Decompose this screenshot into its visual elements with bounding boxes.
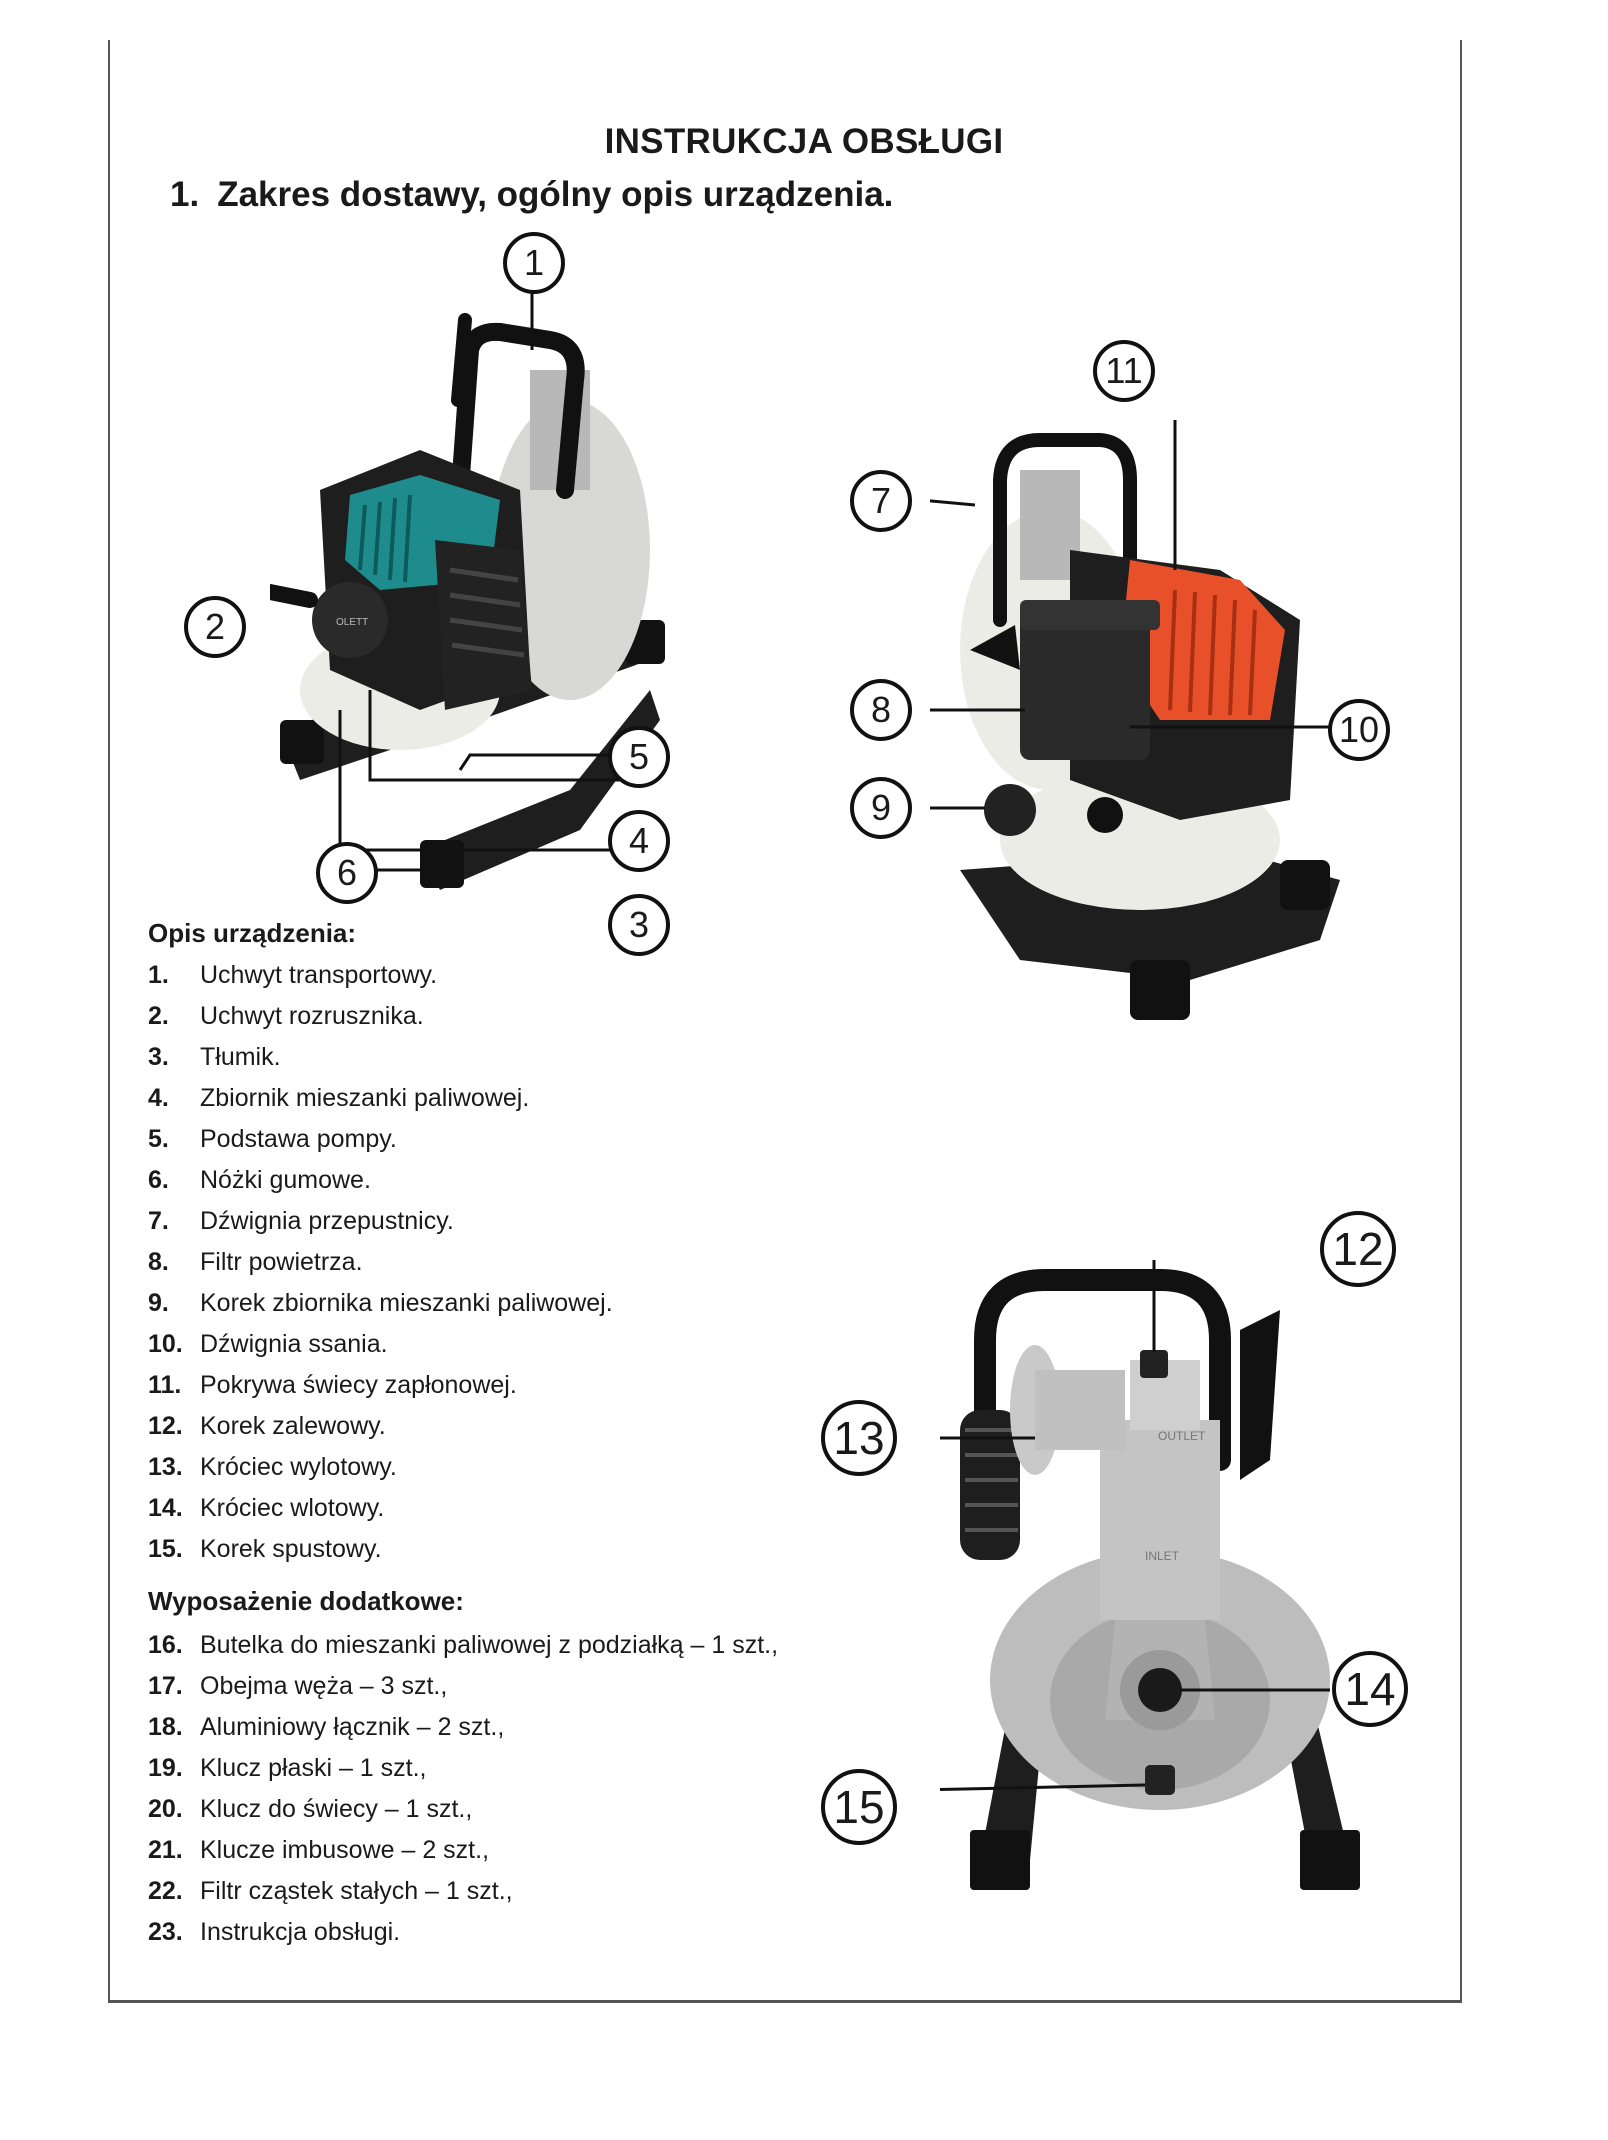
brand-badge: OLETT: [336, 617, 369, 628]
list-item: 7. Dźwignia przepustnicy.: [148, 1207, 454, 1235]
callout-8: 8: [850, 679, 912, 741]
throttle-lever: [458, 320, 465, 400]
rubber-foot: [1130, 960, 1190, 1020]
list-item: 19. Klucz płaski – 1 szt.,: [148, 1754, 427, 1782]
page-title: INSTRUKCJA OBSŁUGI: [604, 122, 1004, 161]
rubber-foot: [1300, 1830, 1360, 1890]
list-item: 5. Podstawa pompy.: [148, 1125, 397, 1153]
rubber-foot: [970, 1830, 1030, 1890]
callout-2: 2: [184, 596, 246, 658]
list-item: 10. Dźwignia ssania.: [148, 1330, 388, 1358]
callout-10: 10: [1328, 699, 1390, 761]
list-item: 15. Korek spustowy.: [148, 1535, 382, 1563]
callout-15: 15: [821, 1769, 897, 1845]
list-item: 3. Tłumik.: [148, 1043, 281, 1071]
list-item: 16. Butelka do mieszanki paliwowej z podziałką – 1 szt.,: [148, 1631, 779, 1659]
callout-14: 14: [1332, 1651, 1408, 1727]
callout-1: 1: [503, 232, 565, 294]
list-item: 12. Korek zalewowy.: [148, 1412, 386, 1440]
description-list: [148, 955, 613, 1570]
fuel-cap: [984, 784, 1036, 836]
list-item: 23. Instrukcja obsługi.: [148, 1918, 401, 1946]
callout-5: 5: [608, 726, 670, 788]
throttle-lever: [1240, 1310, 1280, 1480]
callout-12: 12: [1320, 1211, 1396, 1287]
callout-6: 6: [316, 842, 378, 904]
list-item: 21. Klucze imbusowe – 2 szt.,: [148, 1836, 490, 1864]
pump-photo-front: [940, 1260, 1380, 1900]
priming-plug: [1140, 1350, 1168, 1378]
rubber-foot: [1280, 860, 1330, 910]
list-item: 2. Uchwyt rozrusznika.: [148, 1002, 424, 1030]
list-item: 9. Korek zbiornika mieszanki paliwowej.: [148, 1289, 613, 1317]
list-item: 8. Filtr powietrza.: [148, 1248, 363, 1276]
outlet-label: OUTLET: [1158, 1429, 1206, 1443]
callout-13: 13: [821, 1400, 897, 1476]
list-item: 13. Króciec wylotowy.: [148, 1453, 397, 1481]
section-heading: [170, 175, 893, 215]
drain-plug: [1145, 1765, 1175, 1795]
list-item: 17. Obejma węża – 3 szt.,: [148, 1672, 448, 1700]
list-item: 18. Aluminiowy łącznik – 2 szt.,: [148, 1713, 505, 1741]
callout-4: 4: [608, 810, 670, 872]
rubber-foot: [420, 840, 464, 888]
rubber-foot: [280, 720, 324, 764]
list-item: 11. Pokrywa świecy zapłonowej.: [148, 1371, 517, 1399]
section-title: Zakres dostawy, ogólny opis urządzenia.: [217, 175, 894, 214]
list-item: 14. Króciec wlotowy.: [148, 1494, 385, 1522]
list-item: 22. Filtr cząstek stałych – 1 szt.,: [148, 1877, 513, 1905]
description-heading: Opis urządzenia:: [148, 918, 357, 948]
engine-side: [960, 1410, 1020, 1560]
accessories-heading: Wyposażenie dodatkowe:: [148, 1586, 464, 1616]
list-item: 4. Zbiornik mieszanki paliwowej.: [148, 1084, 530, 1112]
inlet-label: INLET: [1145, 1549, 1180, 1563]
starter-handle: [270, 590, 310, 600]
section-number: 1.: [170, 175, 200, 214]
pump-photo-orange: [930, 420, 1350, 1040]
accessories-list: [148, 1625, 778, 1953]
list-item: 6. Nóżki gumowe.: [148, 1166, 371, 1194]
callout-9: 9: [850, 777, 912, 839]
air-filter: [1020, 610, 1150, 760]
callout-3: 3: [608, 894, 670, 956]
list-item: 20. Klucz do świecy – 1 szt.,: [148, 1795, 473, 1823]
callout-7: 7: [850, 470, 912, 532]
callout-11: 11: [1093, 340, 1155, 402]
list-item: 1. Uchwyt transportowy.: [148, 961, 438, 989]
